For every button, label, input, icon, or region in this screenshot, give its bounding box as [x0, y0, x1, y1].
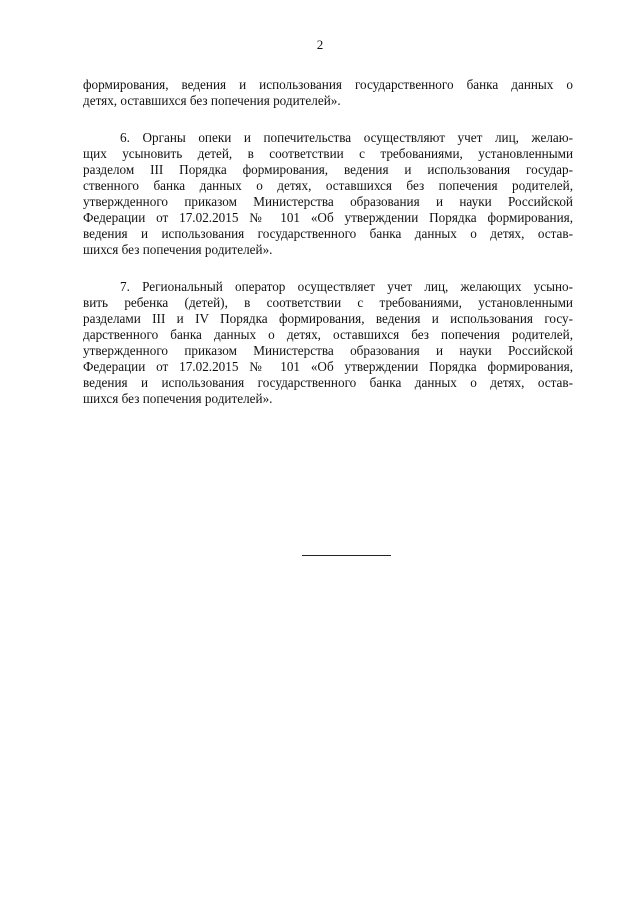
text-line: утвержденного приказом Министерства образования и науки Российской — [83, 194, 573, 209]
text-line: утвержденного приказом Министерства образования и науки Российской — [83, 343, 573, 358]
text-line: разделами III и IV Порядка формирования, ведения и использования госу- — [83, 311, 573, 326]
text-line: щих усыновить детей, в соответствии с требованиями, установленными — [83, 146, 573, 161]
text-line: ведения и использования государственного банка данных о детях, остав- — [83, 226, 573, 241]
text-line: детях, оставшихся без попечения родителей». — [83, 93, 341, 108]
text-line: Федерации от 17.02.2015 № 101 «Об утверждении Порядка формирования, — [83, 359, 573, 374]
paragraph-item-6 — [83, 130, 573, 258]
text-line: шихся без попечения родителей». — [83, 391, 273, 406]
text-line: шихся без попечения родителей». — [83, 242, 273, 257]
text-line: дарственного банка данных о детях, оставшихся без попечения родителей, — [83, 327, 573, 342]
end-of-document-rule — [302, 555, 391, 556]
paragraph-continuation — [83, 77, 573, 109]
text-line: Федерации от 17.02.2015 № 101 «Об утверждении Порядка формирования, — [83, 210, 573, 225]
text-line: 7. Региональный оператор осуществляет учет лиц, желающих усыно- — [120, 279, 573, 294]
text-line: ведения и использования государственного банка данных о детях, остав- — [83, 375, 573, 390]
page-number: 2 — [316, 37, 324, 52]
document-body — [83, 77, 573, 407]
text-line: ственного банка данных о детях, оставшихся без попечения родителей, — [83, 178, 573, 193]
text-line: формирования, ведения и использования государственного банка данных о — [83, 77, 573, 92]
paragraph-item-7 — [83, 279, 573, 407]
text-line: 6. Органы опеки и попечительства осуществляют учет лиц, желаю- — [120, 130, 573, 145]
text-line: разделом III Порядка формирования, ведения и использования государ- — [83, 162, 573, 177]
text-line: вить ребенка (детей), в соответствии с требованиями, установленными — [83, 295, 573, 310]
